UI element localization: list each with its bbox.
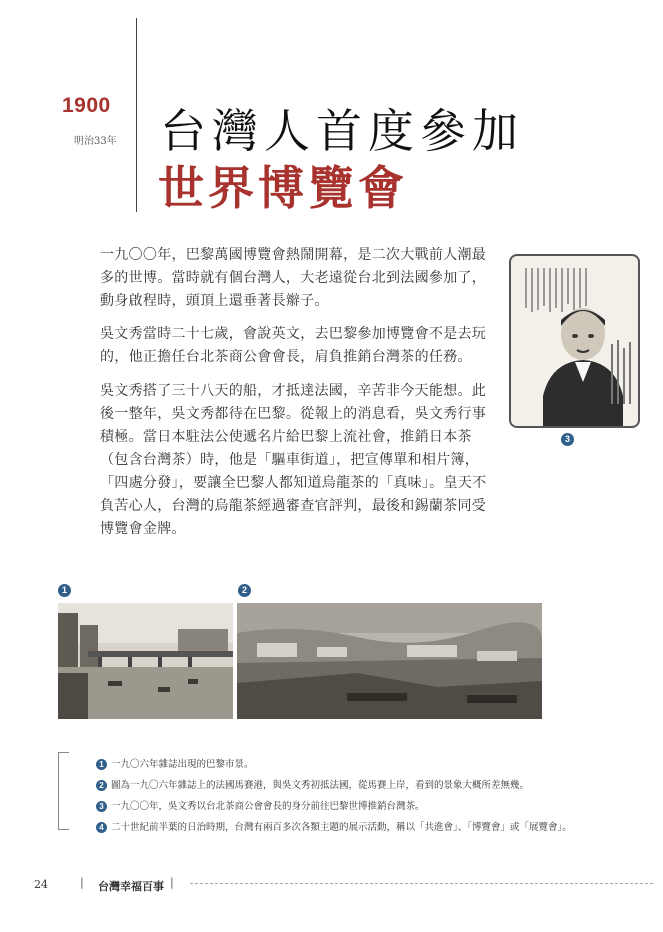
caption-3 xyxy=(96,798,425,812)
portrait-image xyxy=(511,256,638,426)
marseille-port-photo xyxy=(237,603,542,719)
caption-badge-4: 4 xyxy=(96,822,107,833)
paris-city-photo xyxy=(58,603,233,719)
caption-text-4: 二十世紀前半葉的日治時期，台灣有兩百多次各類主題的展示活動，稱以「共進會」、「博覽會」或「展覽會」。 xyxy=(111,822,572,833)
era-label: 明治33年 xyxy=(74,136,117,147)
caption-badge-3: 3 xyxy=(96,801,107,812)
caption-text-1: 一九〇六年雜誌出現的巴黎市景。 xyxy=(111,759,254,770)
page-title-line2: 世界博覽會 xyxy=(158,161,408,215)
caption-2 xyxy=(96,777,529,791)
caption-text-3: 一九〇〇年，吳文秀以台北茶商公會會長的身分前往巴黎世博推銷台灣茶。 xyxy=(111,801,425,812)
caption-bracket xyxy=(58,752,69,830)
book-title: 台灣幸福百事 xyxy=(98,880,164,893)
portrait-card xyxy=(509,254,640,428)
article-paragraph-1: 一九〇〇年，巴黎萬國博覽會熱鬧開幕，是二次大戰前人潮最多的世博。當時就有個台灣人，大老遠從台北到法國參加了，動身啟程時，頭頂上還垂著長辮子。 xyxy=(100,247,487,309)
page-title-line1: 台灣人首度參加 xyxy=(160,104,524,158)
caption-badge-2: 2 xyxy=(96,780,107,791)
figure-badge-2: 2 xyxy=(238,584,251,597)
marseille-port-image xyxy=(237,603,542,719)
footer-dashed-line xyxy=(190,883,653,884)
figure-badge-1: 1 xyxy=(58,584,71,597)
paris-city-image xyxy=(58,603,233,719)
caption-1 xyxy=(96,756,254,770)
article-paragraph-3: 吳文秀搭了三十八天的船，才抵達法國，辛苦非今天能想。此後一整年，吳文秀都待在巴黎。從報上的消息看，吳文秀行事積極。當日本駐法公使遞名片給巴黎上流社會，推銷日本茶（包含台灣茶）時，他是「驅車街道」，把宣傳單和相片簿，「四處分發」，要讓全巴黎人都知道烏龍茶的「真味」。皇天不負苦心人，台灣的烏龍茶經過審查官評判，最後和錫蘭茶同受博覽會金牌。 xyxy=(100,383,487,537)
figure-badge-3: 3 xyxy=(561,433,574,446)
article-paragraph-2: 吳文秀當時二十七歲，會說英文，去巴黎參加博覽會不是去玩的，他正擔任台北茶商公會會長，肩負推銷台灣茶的任務。 xyxy=(100,326,487,365)
caption-4 xyxy=(96,819,572,833)
footer-separator: | xyxy=(80,876,84,889)
footer-separator: | xyxy=(170,876,174,889)
caption-badge-1: 1 xyxy=(96,759,107,770)
header-divider xyxy=(136,18,137,212)
caption-text-2: 圖為一九〇六年雜誌上的法國馬賽港，與吳文秀初抵法國，從馬賽上岸，看到的景象大概所差無幾。 xyxy=(111,780,530,791)
page-number: 24 xyxy=(34,878,48,891)
year-label: 1900 xyxy=(62,94,111,117)
